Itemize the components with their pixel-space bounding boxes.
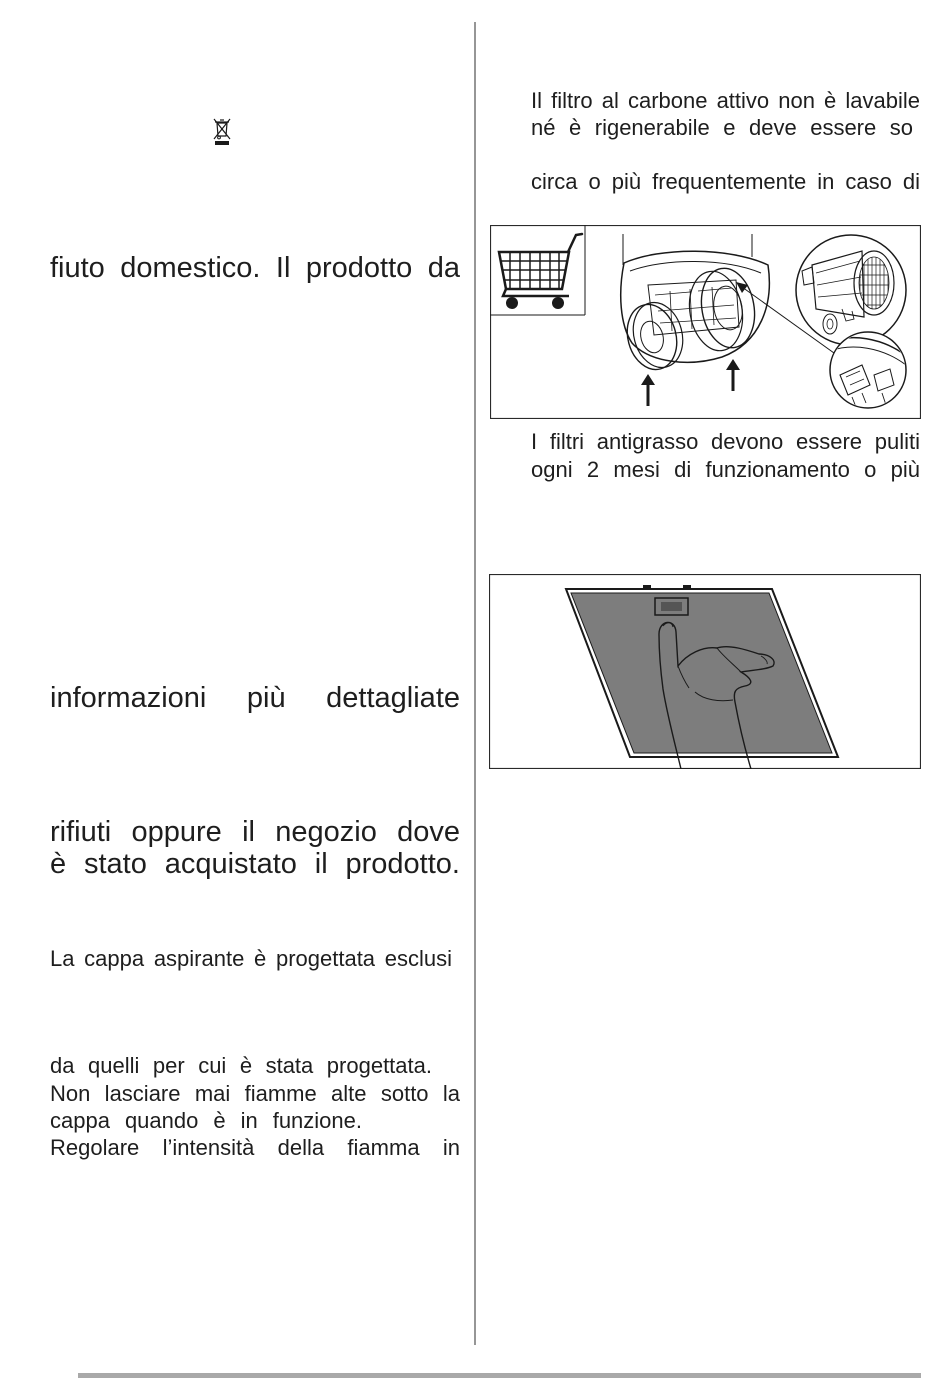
- footer-rule: [78, 1373, 921, 1378]
- usage-text-line: La cappa aspirante è progettata esclusi: [50, 946, 452, 971]
- usage-text-line: cappa quando è in funzione.: [50, 1108, 362, 1133]
- usage-text-line: Non lasciare mai fiamme alte sotto la: [50, 1081, 460, 1106]
- disposal-text-line: fiuto domestico. Il prodotto da: [50, 252, 460, 284]
- carbon-filter-figure: [490, 225, 921, 419]
- disposal-text-line: rifiuti oppure il negozio dove: [50, 816, 460, 848]
- usage-text-line: Regolare l’intensità della fiamma in: [50, 1135, 460, 1160]
- magnified-detail-fan: [796, 235, 906, 345]
- grease-filter-figure: [489, 574, 921, 769]
- disposal-text-line: informazioni più dettagliate: [50, 682, 460, 714]
- carbon-filter-text-line: circa o più frequentemente in caso di: [531, 169, 920, 194]
- carbon-filter-text-line: Il filtro al carbone attivo non è lavabile: [531, 88, 920, 113]
- grease-filter-text-line: I filtri antigrasso devono essere puliti: [531, 429, 920, 454]
- grease-filter-text-line: ogni 2 mesi di funzionamento o più: [531, 457, 920, 482]
- crossed-out-bin-icon: [212, 117, 232, 147]
- usage-text-line: da quelli per cui è stata progettata.: [50, 1053, 432, 1078]
- column-divider: [474, 22, 476, 1345]
- magnified-detail-rim: [828, 332, 908, 408]
- disposal-text-line: è stato acquistato il prodotto.: [50, 848, 460, 880]
- carbon-filter-text-line: né è rigenerabile e deve essere so: [531, 115, 913, 140]
